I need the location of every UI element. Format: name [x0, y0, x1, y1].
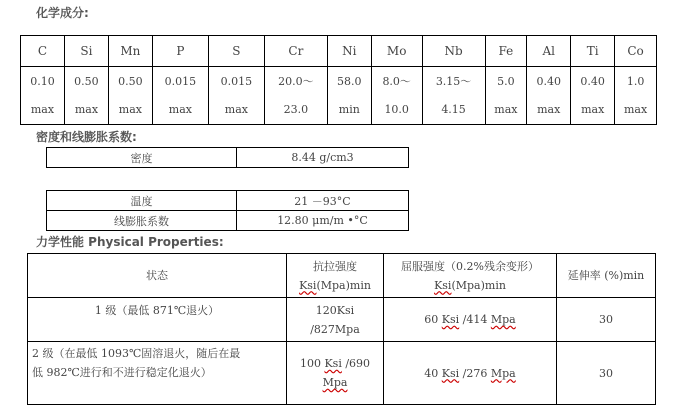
tensile-grade-2-mpa-unit: Mpa: [322, 376, 348, 389]
element-ni: Ni: [327, 36, 371, 67]
value-co-line1: 1.0: [626, 74, 645, 88]
value-nb-line1: 3.15～: [435, 74, 472, 88]
value-si-line1: 0.50: [74, 74, 99, 88]
state-grade-2-line1: 2 级（在最低 1093℃固溶退火，随后在最: [32, 347, 241, 360]
state-grade-1: 1 级（最低 871℃退火）: [28, 298, 287, 342]
temperature-label: 温度: [47, 191, 237, 211]
tensile-grade-2-line2: [287, 373, 383, 392]
yield-grade-1-mpa-unit: Mpa: [490, 313, 516, 326]
element-mn: Mn: [108, 36, 152, 67]
yield-grade-1: [384, 298, 557, 342]
value-cr-line1: 20.0～: [278, 74, 314, 88]
element-al: Al: [527, 36, 571, 67]
element-nb: Nb: [422, 36, 485, 67]
density-table: [46, 147, 409, 168]
density-label: 密度: [47, 148, 237, 168]
value-ni: [327, 67, 371, 125]
header-tensile-unit-ksi: Ksi: [299, 278, 317, 292]
value-cr: [264, 67, 327, 125]
tensile-grade-2: [287, 342, 384, 405]
element-row: [21, 36, 657, 67]
header-state: 状态: [28, 254, 287, 298]
yield-grade-2-ksi-value: 40: [424, 366, 439, 380]
value-al-line1: 0.40: [536, 74, 561, 88]
tensile-grade-1-line2: /827Mpa: [310, 322, 360, 336]
element-c: C: [21, 36, 65, 67]
header-elongation: 延伸率 (%)min: [557, 254, 656, 298]
value-al-line2: max: [537, 102, 561, 116]
value-fe: [485, 67, 527, 125]
elongation-grade-1: 30: [557, 298, 656, 342]
value-p: [152, 67, 208, 125]
value-c-line1: 0.10: [30, 74, 55, 88]
expansion-table: [46, 190, 409, 231]
element-p: P: [152, 36, 208, 67]
header-yield-line1: 屈服强度（0.2%残余变形）: [401, 259, 539, 273]
elongation-grade-2: 30: [557, 342, 656, 405]
mechanical-row-grade-1: [28, 298, 656, 342]
density-row: [47, 148, 409, 168]
value-si-line2: max: [74, 102, 99, 116]
value-nb-line2: 4.15: [441, 102, 466, 116]
value-co: [615, 67, 657, 125]
mechanical-header-row: [28, 254, 656, 298]
yield-grade-1-ksi-value: 60: [424, 313, 439, 326]
value-co-line2: max: [623, 102, 648, 116]
expansion-coef-value: 12.80 μm/m •°C: [237, 211, 409, 231]
header-yield: [384, 254, 557, 298]
value-p-line1: 0.015: [164, 74, 197, 88]
header-yield-unit-ksi: Ksi: [434, 278, 452, 292]
value-mn: [108, 67, 152, 125]
header-tensile-line2: [287, 276, 383, 295]
mechanical-table: [27, 253, 656, 405]
value-ni-line2: min: [338, 102, 360, 116]
value-mo-line2: 10.0: [384, 102, 409, 116]
state-grade-2-line2: 低 982℃进行和不进行稳定化退火）: [32, 366, 212, 379]
value-cr-line2: 23.0: [283, 102, 309, 116]
element-si: Si: [64, 36, 108, 67]
value-s: [208, 67, 264, 125]
yield-grade-1-mpa-value: /414: [462, 313, 488, 326]
value-fe-line1: 5.0: [497, 74, 515, 88]
value-si: [64, 67, 108, 125]
element-s: S: [208, 36, 264, 67]
tensile-grade-1-line1: 120Ksi: [315, 303, 355, 317]
element-co: Co: [615, 36, 657, 67]
value-mn-line2: max: [118, 102, 142, 116]
element-mo: Mo: [371, 36, 422, 67]
value-ti: [571, 67, 615, 125]
value-c: [21, 67, 65, 125]
value-s-line1: 0.015: [220, 74, 253, 88]
element-cr: Cr: [264, 36, 327, 67]
yield-grade-2-mpa-unit: Mpa: [490, 366, 516, 380]
header-tensile-line1: 抗拉强度: [313, 259, 357, 273]
value-row: [21, 67, 657, 125]
yield-grade-2: [384, 342, 557, 405]
value-s-line2: max: [224, 102, 248, 116]
value-p-line2: max: [168, 102, 192, 116]
tensile-grade-2-line1: [287, 354, 383, 373]
mechanical-row-grade-2: [28, 342, 656, 405]
header-tensile: [287, 254, 384, 298]
temperature-value: 21 －93°C: [237, 191, 409, 211]
mechanical-heading: 力学性能 Physical Properties:: [36, 235, 224, 249]
tensile-grade-1: [287, 298, 384, 342]
value-mo: [371, 67, 422, 125]
temperature-row: [47, 191, 409, 211]
element-ti: Ti: [571, 36, 615, 67]
chemical-heading: 化学成分:: [36, 6, 89, 20]
value-ti-line2: max: [581, 102, 605, 116]
state-grade-2: [28, 342, 287, 405]
chemical-table: [20, 35, 657, 125]
expansion-coef-row: [47, 211, 409, 231]
yield-grade-2-mpa-value: /276: [462, 366, 488, 380]
value-ni-line1: 58.0: [337, 74, 362, 88]
expansion-coef-label: 线膨胀系数: [47, 211, 237, 231]
tensile-grade-2-mpa-value: /690: [345, 357, 371, 370]
tensile-grade-2-ksi-unit: Ksi: [324, 357, 342, 370]
header-yield-line2: [384, 276, 556, 295]
header-tensile-unit-mpa: (Mpa)min: [316, 278, 371, 292]
yield-grade-1-ksi-unit: Ksi: [441, 313, 460, 326]
yield-grade-2-ksi-unit: Ksi: [441, 366, 460, 380]
element-fe: Fe: [485, 36, 527, 67]
value-mo-line1: 8.0～: [382, 74, 411, 88]
value-al: [527, 67, 571, 125]
value-fe-line2: max: [494, 102, 518, 116]
density-heading: 密度和线膨胀系数:: [36, 130, 137, 144]
value-nb: [422, 67, 485, 125]
density-value: 8.44 g/cm3: [237, 148, 409, 168]
header-yield-unit-mpa: (Mpa)min: [451, 278, 506, 292]
value-ti-line1: 0.40: [580, 74, 605, 88]
value-c-line2: max: [30, 102, 55, 116]
value-mn-line1: 0.50: [118, 74, 143, 88]
tensile-grade-2-ksi-value: 100: [299, 357, 321, 370]
